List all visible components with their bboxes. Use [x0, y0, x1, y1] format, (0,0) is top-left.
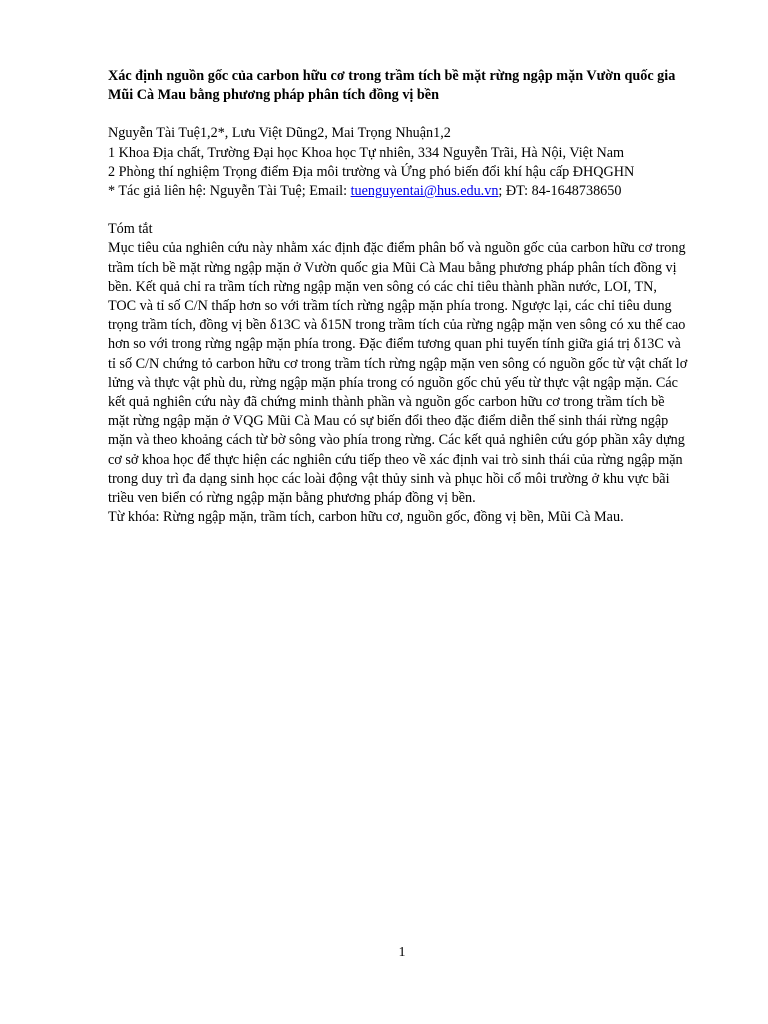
abstract-text: Mục tiêu của nghiên cứu này nhằm xác định đặc điểm phân bố và nguồn gốc của carbon hữu cơ trong trầm tích bề mặt rừng ngập mặn ở Vườn quốc gia Mũi Cà Mau bằng phương pháp phân tích đồng vị bền. Kết quả chỉ ra trầm tích rừng ngập mặn ven sông có các chỉ tiêu thành phần nước, LOI, TN, TOC và tỉ số C/N thấp hơn so với trầm tích rừng ngập mặn phía trong. Ngược lại, các chỉ tiêu dung trọng trầm tích, đồng vị bền δ13C và δ15N trong trầm tích của rừng ngập mặn ven sông có xu thế cao hơn so với trong rừng ngập mặn phía trong. Đặc điểm tương quan phi tuyến tính giữa giá trị δ13C và tỉ số C/N chứng tỏ carbon hữu cơ trong trầm tích rừng ngập mặn ven sông có nguồn gốc từ vật chất lơ lửng và thực vật phù du, rừng ngập mặn phía trong có nguồn gốc chủ yếu từ thực vật ngập mặn. Các kết quả nghiên cứu này đã chứng minh thành phần và nguồn gốc carbon hữu cơ trong trầm tích bề mặt rừng ngập mặn ở VQG Mũi Cà Mau có sự biến đổi theo đặc điểm diễn thế sinh thái rừng ngập mặn và theo khoảng cách từ bờ sông vào phía trong rừng. Các kết quả nghiên cứu góp phần xây dựng cơ sở khoa học để thực hiện các nghiên cứu tiếp theo về xác định vai trò sinh thái của rừng ngập mặn trong duy trì đa dạng sinh học các loài động vật thủy sinh và phục hồi cổ môi trường ở khu vực bãi triều ven biển có rừng ngập mặn bằng phương pháp đồng vị bền.: [108, 240, 688, 507]
affiliation-1: 1 Khoa Địa chất, Trường Đại học Khoa học Tự nhiên, 334 Nguyễn Trãi, Hà Nội, Việt Nam: [108, 144, 625, 161]
abstract-section: [108, 220, 688, 527]
contact-email-link[interactable]: tuenguyentai@hus.edu.vn: [350, 183, 499, 200]
document-title: Xác định nguồn gốc của carbon hữu cơ trong trầm tích bề mặt rừng ngập mặn Vườn quốc gia Mũi Cà Mau bằng phương pháp phân tích đồng vị bền: [108, 68, 676, 104]
contact-suffix: ; ĐT: 84-1648738650: [498, 183, 622, 200]
author-block: [108, 124, 688, 201]
authors: Nguyễn Tài Tuệ1,2*, Lưu Việt Dũng2, Mai Trọng Nhuận1,2: [108, 125, 451, 142]
contact-prefix: * Tác giả liên hệ: Nguyễn Tài Tuệ; Email:: [108, 183, 351, 200]
contact-line: [108, 182, 688, 201]
document-body: [108, 67, 688, 527]
keywords: Từ khóa: Rừng ngập mặn, trầm tích, carbon hữu cơ, nguồn gốc, đồng vị bền, Mũi Cà Mau.: [108, 509, 624, 526]
affiliation-2: 2 Phòng thí nghiệm Trọng điểm Địa môi trường và Ứng phó biến đổi khí hậu cấp ĐHQGHN: [108, 163, 635, 180]
page-number: 1: [398, 945, 406, 960]
abstract-heading: Tóm tắt: [108, 221, 153, 238]
